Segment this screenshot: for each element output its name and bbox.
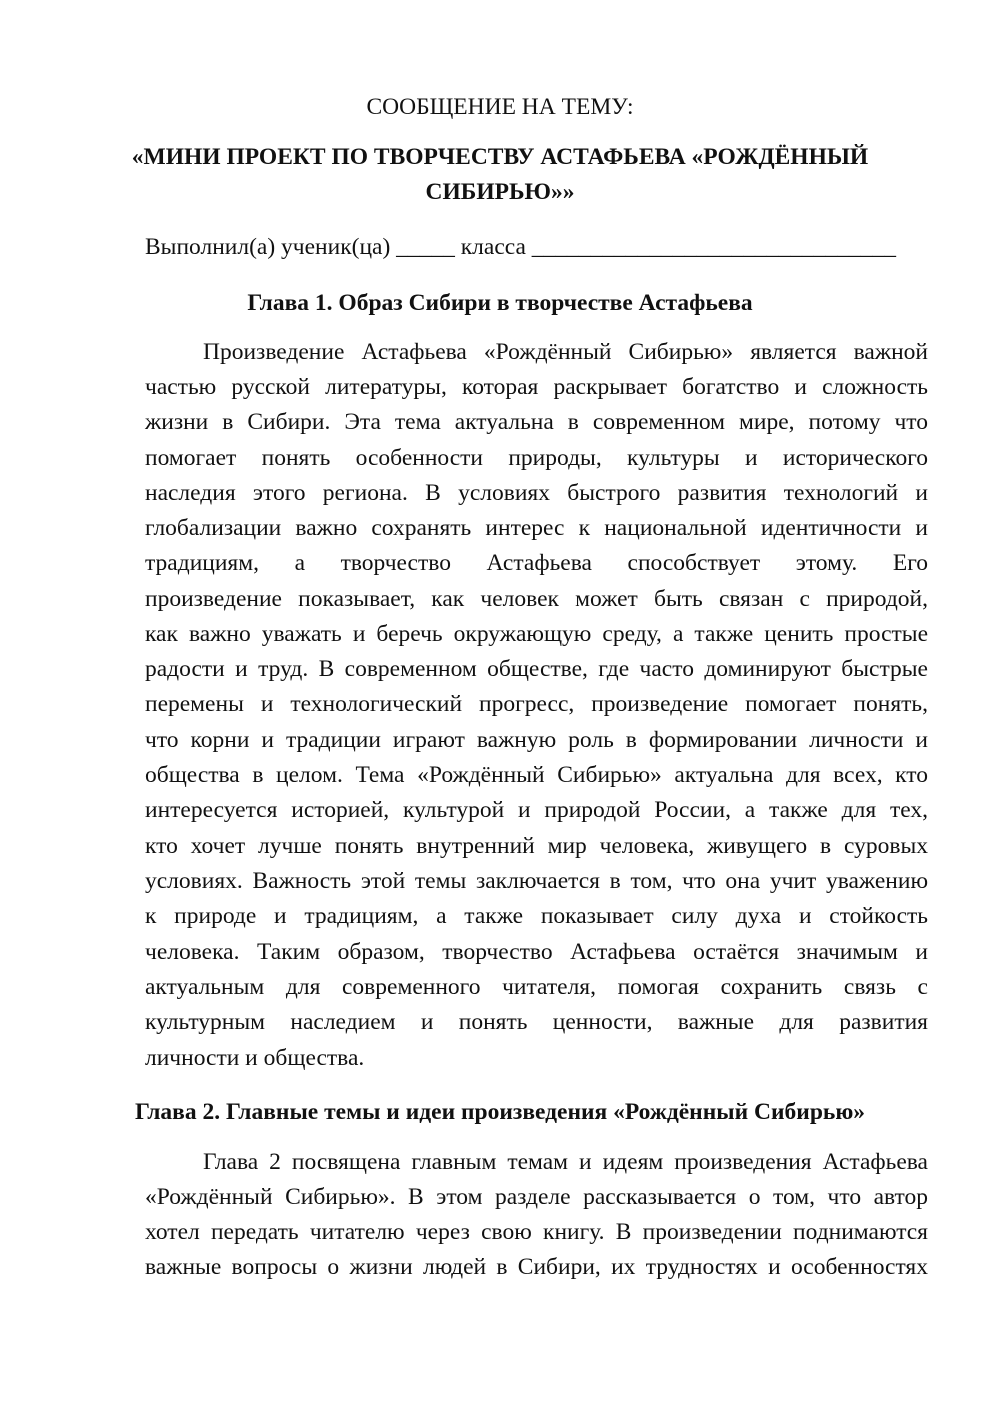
paragraph-line: к природе и традициям, а также показывает силу духа и стойкость — [145, 903, 928, 929]
chapter-2-heading: Глава 2. Главные темы и идеи произведения «Рождённый Сибирью» — [134, 1099, 866, 1125]
paragraph-line: «Рождённый Сибирью». В этом разделе рассказывается о том, что автор — [145, 1184, 928, 1210]
paragraph-line: помогает понять особенности природы, культуры и исторического — [145, 445, 928, 471]
paragraph-line: культурным наследием и понять ценности, важные для развития — [145, 1009, 928, 1035]
paragraph-line: условиях. Важность этой темы заключается в том, что она учит уважению — [145, 868, 928, 894]
paragraph-line: традициям, а творчество Астафьева способствует этому. Его — [145, 550, 928, 576]
paragraph-line: Глава 2 посвящена главным темам и идеям произведения Астафьева — [203, 1149, 928, 1175]
chapter-1-heading: Глава 1. Образ Сибири в творчестве Астафьева — [247, 290, 753, 316]
document-type-heading: СООБЩЕНИЕ НА ТЕМУ: — [366, 94, 634, 120]
document-title-line-2: СИБИРЬЮ»» — [425, 179, 575, 205]
paragraph-line: хотел передать читателю через свою книгу. В произведении поднимаются — [145, 1219, 928, 1245]
paragraph-line: общества в целом. Тема «Рождённый Сибирью» актуальна для всех, кто — [145, 762, 928, 788]
paragraph-line: наследия этого региона. В условиях быстрого развития технологий и — [145, 480, 928, 506]
paragraph-line: частью русской литературы, которая раскрывает богатство и сложность — [145, 374, 928, 400]
paragraph-line: актуальным для современного читателя, помогая сохранить связь с — [145, 974, 928, 1000]
paragraph-line: что корни и традиции играют важную роль в формировании личности и — [145, 727, 928, 753]
paragraph-line: личности и общества. — [145, 1045, 365, 1071]
author-line: Выполнил(а) ученик(ца) _____ класса _______________________________ — [145, 234, 897, 260]
paragraph-line: как важно уважать и беречь окружающую среду, а также ценить простые — [145, 621, 928, 647]
paragraph-line: глобализации важно сохранять интерес к национальной идентичности и — [145, 515, 928, 541]
paragraph-line: важные вопросы о жизни людей в Сибири, их трудностях и особенностях — [145, 1254, 928, 1280]
paragraph-line: жизни в Сибири. Эта тема актуальна в современном мире, потому что — [145, 409, 928, 435]
paragraph-line: перемены и технологический прогресс, произведение помогает понять, — [145, 691, 928, 717]
paragraph-line: Произведение Астафьева «Рождённый Сибирью» является важной — [203, 339, 928, 365]
document-title-line-1: «МИНИ ПРОЕКТ ПО ТВОРЧЕСТВУ АСТАФЬЕВА «РОЖДЁННЫЙ — [131, 144, 869, 170]
paragraph-line: интересуется историей, культурой и природой России, а также для тех, — [145, 797, 928, 823]
paragraph-line: кто хочет лучше понять внутренний мир человека, живущего в суровых — [145, 833, 928, 859]
paragraph-line: радости и труд. В современном обществе, где часто доминируют быстрые — [145, 656, 928, 682]
paragraph-line: человека. Таким образом, творчество Астафьева остаётся значимым и — [145, 939, 928, 965]
paragraph-line: произведение показывает, как человек может быть связан с природой, — [145, 586, 928, 612]
